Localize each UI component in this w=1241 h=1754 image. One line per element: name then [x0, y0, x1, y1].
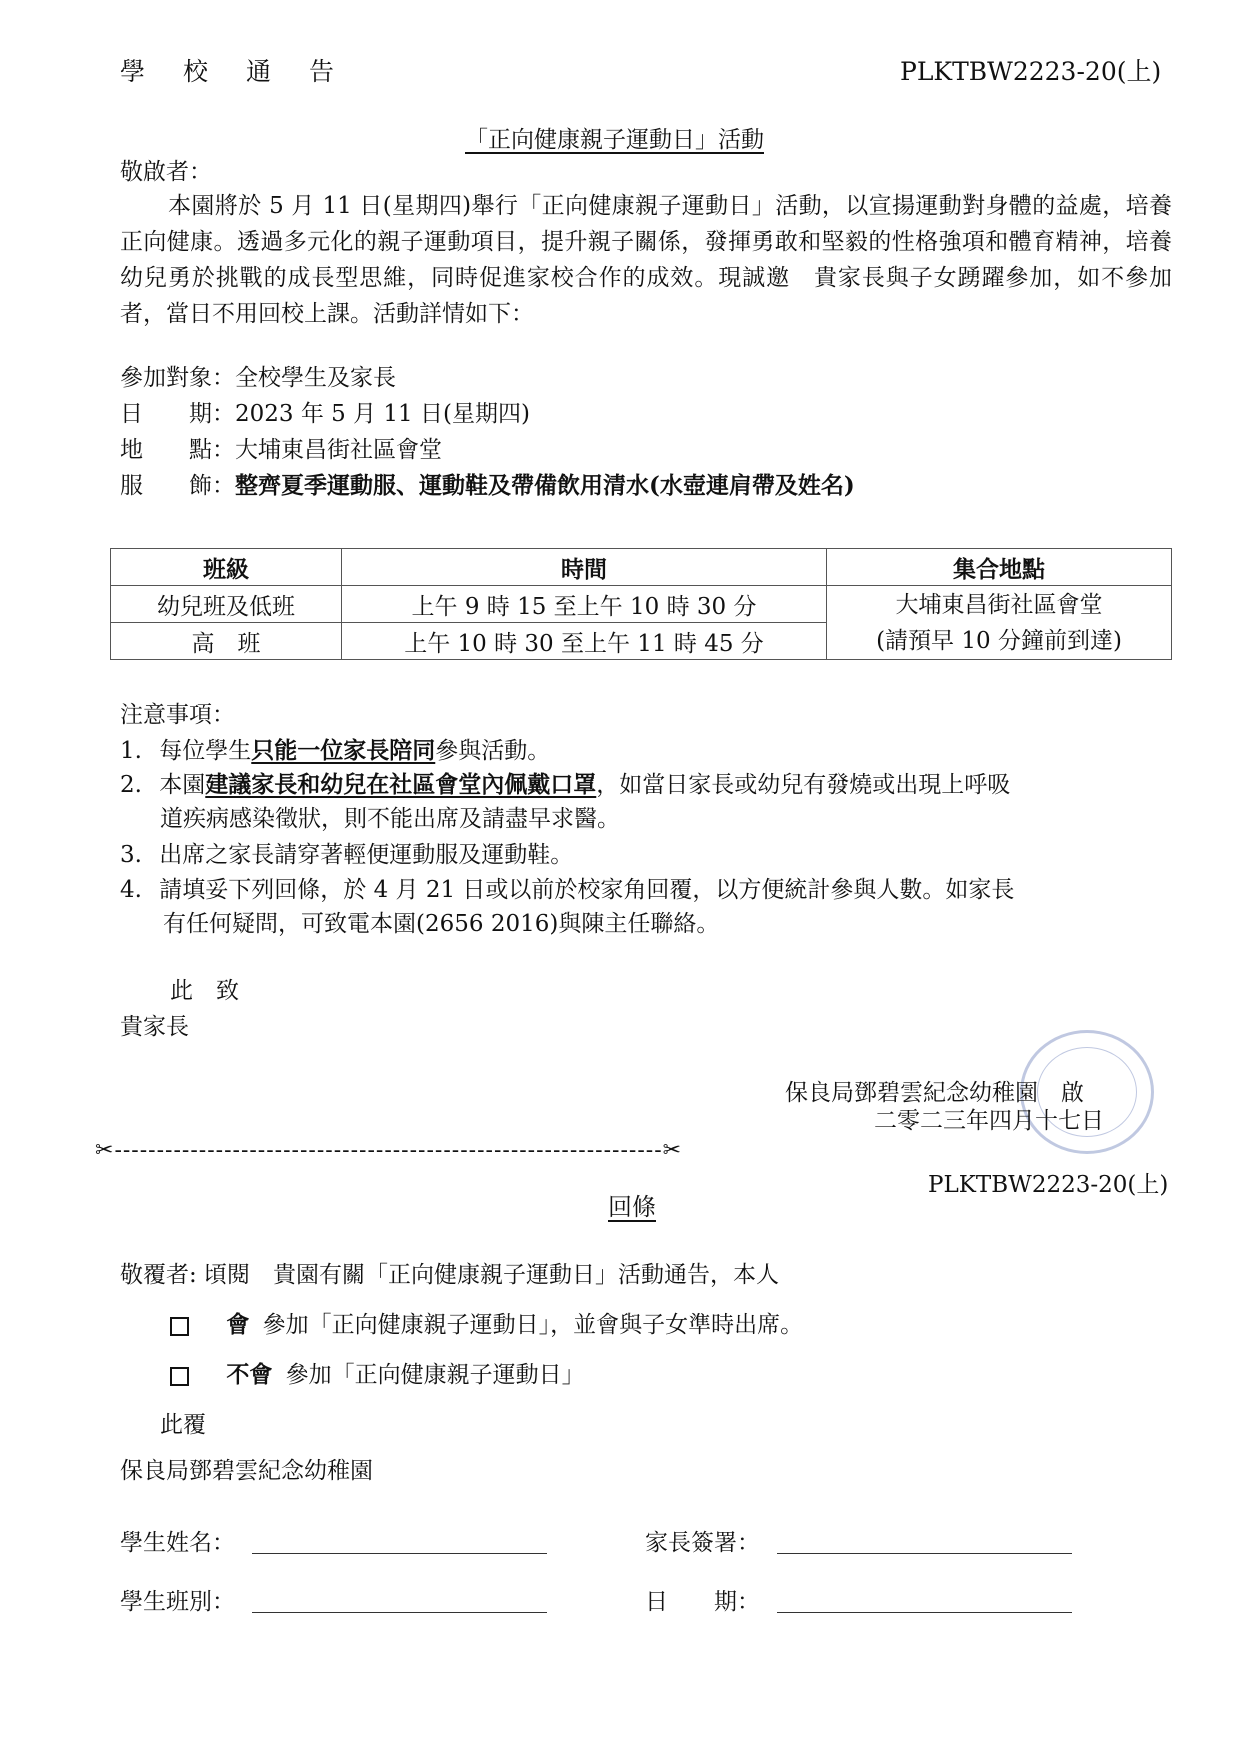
note-item-2-continued: 道疾病感染徵狀，則不能出席及請盡早求醫。	[160, 806, 620, 832]
heading-char: 校	[183, 57, 209, 86]
time-cell: 上午 9 時 15 至上午 10 時 30 分	[342, 586, 827, 623]
salutation: 敬啟者：	[120, 159, 212, 185]
attire-label: 服 飾：	[120, 473, 235, 499]
parent-signature-label: 家長簽署：	[645, 1530, 760, 1556]
cut-line	[95, 1138, 1145, 1163]
scissors-icon: ✂	[662, 1138, 683, 1163]
reply-option-decline[interactable]	[170, 1360, 585, 1390]
location-name: 大埔東昌街社區會堂	[895, 591, 1103, 618]
closing-date: 二零二三年四月十七日	[874, 1108, 1104, 1134]
closing-recipient: 貴家長	[120, 1014, 189, 1040]
note-item-4	[120, 873, 1014, 907]
student-class-field[interactable]	[252, 1612, 547, 1613]
student-class-label: 學生班別：	[120, 1589, 235, 1615]
reply-option-attend[interactable]	[170, 1310, 803, 1340]
checkbox-decline[interactable]	[170, 1367, 189, 1386]
notice-title: 「正向健康親子運動日」活動	[465, 127, 764, 153]
note-text: 請填妥下列回條，於 4 月 21 日或以前於校家角回覆，以方便統計參與人數。如家長	[159, 877, 1015, 903]
option-text: 參加「正向健康親子運動日」，並會與子女準時出席。	[262, 1312, 804, 1338]
note-number: 1.	[120, 738, 142, 764]
notice-body: 本園將於 5 月 11 日(星期四)舉行「正向健康親子運動日」活動，以宣揚運動對身體的益處，培養正向健康。透過多元化的親子運動項目，提升親子關係，發揮勇敢和堅毅的性格強項和體育精神，培養幼兒勇於挑戰的成長型思維，同時促進家校合作的成效。現誠邀 貴家長與子女踴躍參加，如不參加者，當日不用回校上課。活動詳情如下：	[120, 193, 1172, 327]
venue-value: 大埔東昌街社區會堂	[235, 437, 442, 463]
notice-code: PLKTBW2223-20(上)	[900, 57, 1162, 86]
note-text: ，如當日家長或幼兒有發燒或出現上呼吸	[596, 772, 1011, 798]
reply-title: 回條	[608, 1193, 656, 1221]
note-text: 參與活動。	[435, 738, 551, 764]
column-header-time: 時間	[342, 549, 827, 586]
note-text: 本園	[159, 772, 206, 798]
closing-zhi: 此 致	[170, 978, 239, 1004]
date-value: 2023 年 5 月 11 日(星期四)	[235, 401, 530, 427]
date-row	[120, 399, 530, 429]
option-keyword: 不會	[226, 1361, 273, 1388]
reply-cifu: 此覆	[160, 1412, 206, 1438]
participants-row	[120, 363, 396, 393]
note-item-1	[120, 734, 550, 768]
scissors-icon: ✂	[95, 1138, 115, 1163]
note-number: 3.	[120, 842, 142, 868]
reply-date-field[interactable]	[777, 1612, 1072, 1613]
closing-sender: 保良局鄧碧雲紀念幼稚園 啟	[785, 1080, 1084, 1106]
participants-label: 參加對象：	[120, 365, 235, 391]
reply-date-label: 日 期：	[645, 1589, 760, 1615]
heading-char: 學	[120, 57, 146, 86]
note-number: 2.	[120, 772, 142, 798]
note-emphasis: 只能一位家長陪同	[251, 737, 436, 764]
note-item-4-continued: 有任何疑問，可致電本園(2656 2016)與陳主任聯絡。	[163, 911, 720, 937]
schedule-table	[110, 548, 1172, 660]
reply-code: PLKTBW2223-20(上)	[928, 1172, 1169, 1198]
note-number: 4.	[120, 877, 142, 903]
class-cell: 幼兒班及低班	[111, 586, 342, 623]
location-note: (請預早 10 分鐘前到達)	[876, 627, 1122, 654]
date-label: 日 期：	[120, 401, 235, 427]
heading-char: 通	[246, 57, 272, 86]
time-cell: 上午 10 時 30 至上午 11 時 45 分	[342, 623, 827, 660]
attire-row	[120, 471, 855, 501]
location-cell	[827, 586, 1172, 660]
attire-value: 整齊夏季運動服、運動鞋及帶備飲用清水(水壺連肩帶及姓名)	[235, 472, 855, 499]
note-text: 出席之家長請穿著輕便運動服及運動鞋。	[159, 842, 574, 868]
option-text: 參加「正向健康親子運動日」	[285, 1362, 585, 1388]
student-name-label: 學生姓名：	[120, 1530, 235, 1556]
student-name-field[interactable]	[252, 1553, 547, 1554]
parent-signature-field[interactable]	[777, 1553, 1072, 1554]
column-header-class: 班級	[111, 549, 342, 586]
heading-char: 告	[309, 57, 335, 86]
class-cell: 高 班	[111, 623, 342, 660]
reply-intro: 敬覆者: 頃閱 貴園有關「正向健康親子運動日」活動通告，本人	[120, 1262, 780, 1288]
dashed-line: -----------------------------------------------------------------	[114, 1138, 663, 1163]
table-row	[111, 586, 1172, 623]
reply-school: 保良局鄧碧雲紀念幼稚園	[120, 1458, 373, 1484]
column-header-location: 集合地點	[827, 549, 1172, 586]
note-emphasis: 建議家長和幼兒在社區會堂內佩戴口罩	[205, 771, 597, 798]
notice-type-heading	[120, 52, 372, 88]
option-keyword: 會	[226, 1311, 250, 1338]
note-item-3	[120, 838, 573, 872]
notes-heading: 注意事項：	[120, 702, 235, 728]
note-item-2	[120, 768, 1010, 802]
checkbox-attend[interactable]	[170, 1317, 189, 1336]
table-header-row	[111, 549, 1172, 586]
participants-value: 全校學生及家長	[235, 365, 396, 391]
venue-row	[120, 435, 442, 465]
venue-label: 地 點：	[120, 437, 235, 463]
note-text: 每位學生	[159, 738, 252, 764]
